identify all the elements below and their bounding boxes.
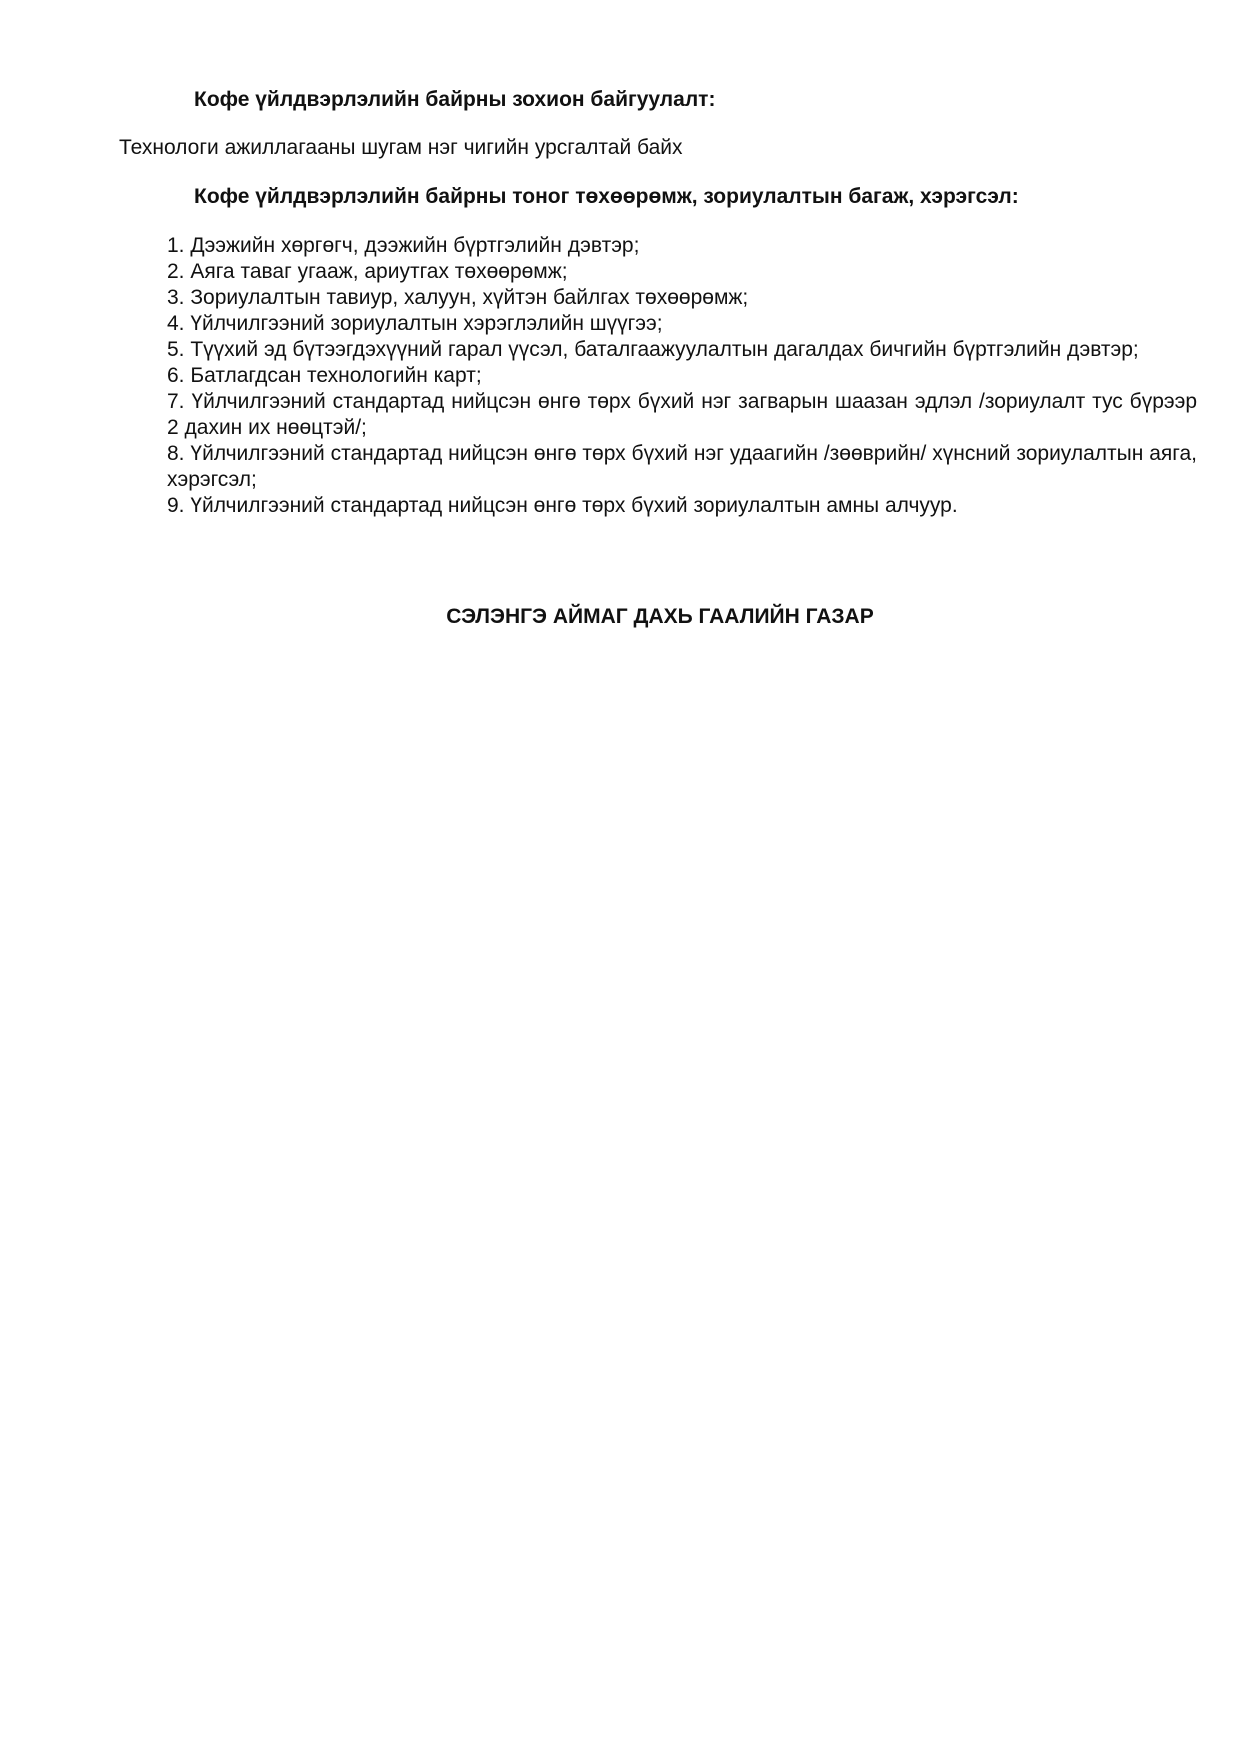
heading-equipment: Кофе үйлдвэрлэлийн байрны тоног төхөөрөмж, зориулалтын багаж, хэрэгсэл: bbox=[194, 185, 1019, 208]
list-item: 1. Дээжийн хөргөгч, дээжийн бүртгэлийн дэвтэр; bbox=[167, 234, 640, 257]
list-item: 2. Аяга таваг угааж, ариутгах төхөөрөмж; bbox=[167, 260, 568, 283]
section-title: СЭЛЭНГЭ АЙМАГ ДАХЬ ГААЛИЙН ГАЗАР bbox=[446, 605, 874, 628]
list-item: 8. Үйлчилгээний стандартад нийцсэн өнгө төрх бүхий нэг удаагийн /зөөврийн/ хүнсний зориулалтын аяга, хэрэгсэл; bbox=[167, 442, 1197, 491]
heading-layout: Кофе үйлдвэрлэлийн байрны зохион байгуулалт: bbox=[194, 88, 716, 111]
list-item: 6. Батлагдсан технологийн карт; bbox=[167, 364, 482, 387]
list-item: 7. Үйлчилгээний стандартад нийцсэн өнгө төрх бүхий нэг загварын шаазан эдлэл /зориулалт тус бүрээр 2 дахин их нөөцтэй/; bbox=[167, 390, 1197, 439]
list-item: 4. Үйлчилгээний зориулалтын хэрэглэлийн шүүгээ; bbox=[167, 312, 663, 335]
intro-text: Технологи ажиллагааны шугам нэг чигийн урсгалтай байх bbox=[119, 136, 683, 159]
list-item: 3. Зориулалтын тавиур, халуун, хүйтэн байлгах төхөөрөмж; bbox=[167, 286, 749, 309]
list-item: 5. Түүхий эд бүтээгдэхүүний гарал үүсэл, баталгаажуулалтын дагалдах бичгийн бүртгэлийн дэвтэр; bbox=[167, 338, 1139, 361]
list-item: 9. Үйлчилгээний стандартад нийцсэн өнгө төрх бүхий зориулалтын амны алчуур. bbox=[167, 494, 958, 517]
equipment-list bbox=[167, 233, 1197, 519]
